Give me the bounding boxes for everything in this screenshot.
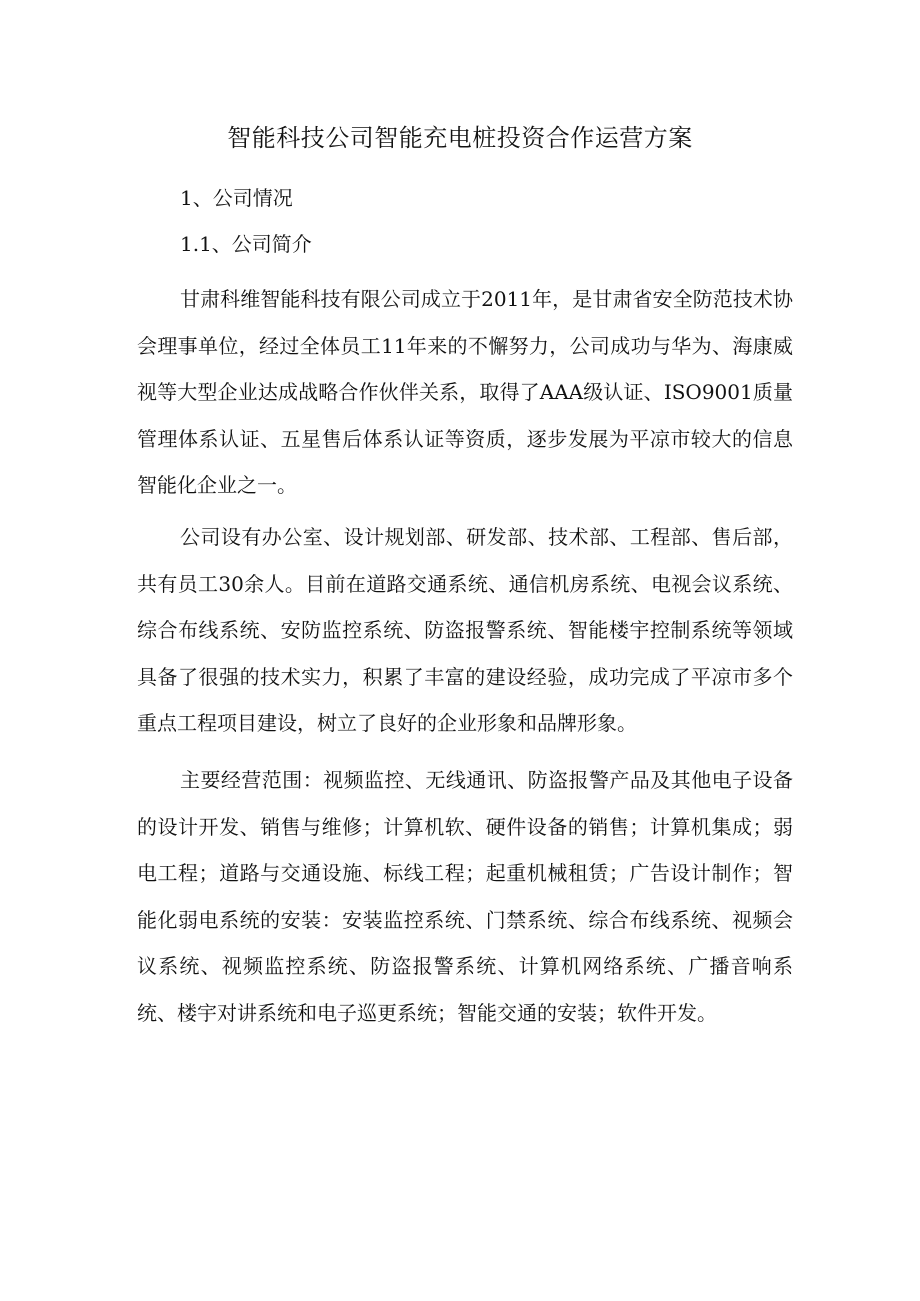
document-title: 智能科技公司智能充电桩投资合作运营方案 xyxy=(227,124,693,152)
section-heading-company-overview: 1、公司情况 xyxy=(180,186,293,210)
paragraph-company-departments: 公司设有办公室、设计规划部、研发部、技术部、工程部、售后部，共有员工30余人。目前在道路交通系统、通信机房系统、电视会议系统、综合布线系统、安防监控系统、防盗报警系统、智能楼宇控制系统等领域具备了很强的技术实力，积累了丰富的建设经验，成功完成了平凉市多个重点工程项目建设，树立了良好的企业形象和品牌形象。 xyxy=(137,525,793,735)
paragraph-business-scope: 主要经营范围：视频监控、无线通讯、防盗报警产品及其他电子设备的设计开发、销售与维修；计算机软、硬件设备的销售；计算机集成；弱电工程；道路与交通设施、标线工程；起重机械租赁；广告设计制作；智能化弱电系统的安装：安装监控系统、门禁系统、综合布线系统、视频会议系统、视频监控系统、防盗报警系统、计算机网络系统、广播音响系统、楼宇对讲系统和电子巡更系统；智能交通的安装；软件开发。 xyxy=(137,768,793,1025)
paragraph-company-intro: 甘肃科维智能科技有限公司成立于2011年，是甘肃省安全防范技术协会理事单位，经过全体员工11年来的不懈努力，公司成功与华为、海康威视等大型企业达成战略合作伙伴关系，取得了AAA级认证、ISO9001质量管理体系认证、五星售后体系认证等资质，逐步发展为平凉市较大的信息智能化企业之一。 xyxy=(137,287,793,497)
subsection-heading-company-profile: 1.1、公司简介 xyxy=(180,232,312,256)
